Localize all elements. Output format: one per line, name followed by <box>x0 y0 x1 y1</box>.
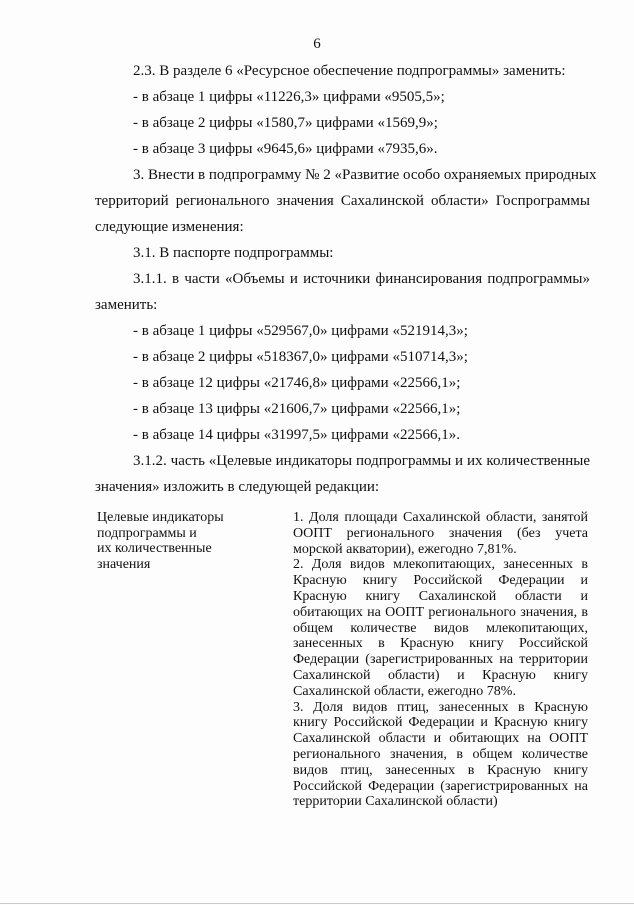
indicator-1: 1. Доля площади Сахалинской области, занятой ООПТ регионального значения (без учета морской акватории), ежегодно 7,81%. <box>293 510 588 557</box>
left-cell-line: Целевые индикаторы <box>97 510 224 525</box>
list-item: - в абзаце 2 цифры «518367,0» цифрами «510714,3»; <box>133 349 468 365</box>
list-item: - в абзаце 14 цифры «31997,5» цифрами «22566,1». <box>133 427 460 443</box>
paragraph-3-1-2-line1: 3.1.2. часть «Целевые индикаторы подпрограммы и их количественные <box>133 453 590 469</box>
indicator-2: 2. Доля видов млекопитающих, занесенных в Красную книгу Российской Федерации и Красную книгу Сахалинской области и обитающих на ООПТ регионального значения, в общем количестве видов млекопитающих, занесенных в Красную книгу Российской Федерации (зарегистрированных на территории Сахалинской области) и Красную книгу Сахалинской области, ежегодно 78%. <box>293 557 588 699</box>
paragraph-3-1-1-line1: 3.1.1. в части «Объемы и источники финансирования подпрограммы» <box>133 271 590 287</box>
list-item: - в абзаце 3 цифры «9645,6» цифрами «7935,6». <box>133 141 438 157</box>
list-item: - в абзаце 1 цифры «11226,3» цифрами «9505,5»; <box>133 89 445 105</box>
list-item: - в абзаце 1 цифры «529567,0» цифрами «521914,3»; <box>133 323 468 339</box>
table-right-cell <box>293 510 588 810</box>
left-cell-line: их количественные <box>97 541 212 556</box>
page-number: 6 <box>313 36 321 52</box>
page-bottom-edge <box>0 903 634 904</box>
paragraph-2-3: 2.3. В разделе 6 «Ресурсное обеспечение подпрограммы» заменить: <box>133 63 566 79</box>
list-item: - в абзаце 13 цифры «21606,7» цифрами «22566,1»; <box>133 401 461 417</box>
paragraph-3-1-1-line2: заменить: <box>95 297 158 313</box>
left-cell-line: подпрограммы и <box>97 525 197 541</box>
list-item: - в абзаце 2 цифры «1580,7» цифрами «1569,9»; <box>133 115 438 131</box>
paragraph-3-1-2-line2: значения» изложить в следующей редакции: <box>95 479 380 495</box>
indicator-3: 3. Доля видов птиц, занесенных в Красную книгу Российской Федерации и Красную книгу Сахалинской области и обитающих на ООПТ регионального значения, в общем количестве видов птиц, занесенных в Красную книгу Российской Федерации (зарегистрированных на территории Сахалинской области) <box>293 699 588 810</box>
left-cell-line: значения <box>97 556 151 572</box>
paragraph-3-1: 3.1. В паспорте подпрограммы: <box>133 245 334 261</box>
paragraph-3-line2: территорий регионального значения Сахалинской области» Госпрограммы <box>95 193 590 209</box>
paragraph-3-line1: 3. Внести в подпрограмму № 2 «Развитие особо охраняемых природных <box>133 167 597 183</box>
list-item: - в абзаце 12 цифры «21746,8» цифрами «22566,1»; <box>133 375 461 391</box>
paragraph-3-line3: следующие изменения: <box>95 219 244 235</box>
table-left-cell <box>97 510 277 572</box>
